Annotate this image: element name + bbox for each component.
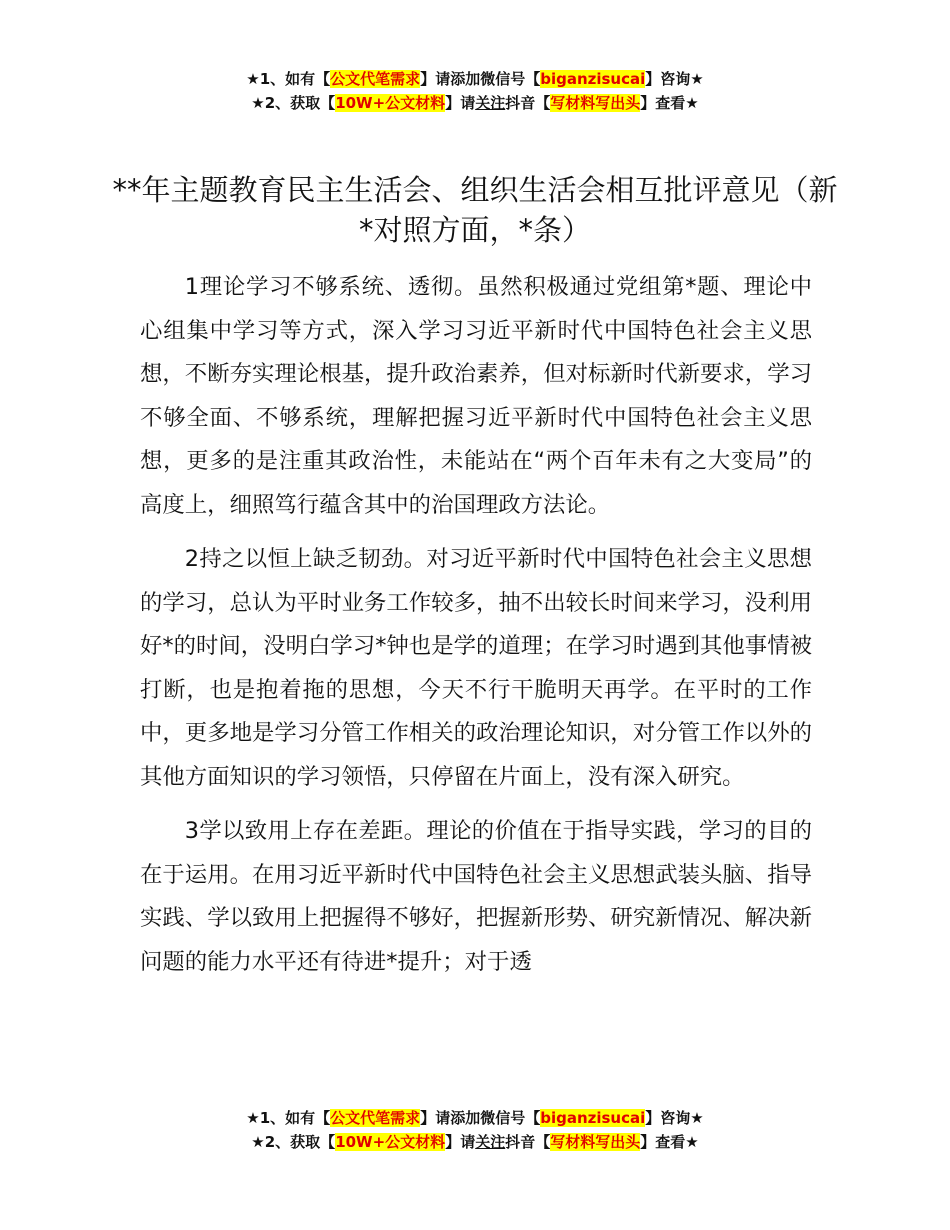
banner-text: 】查看★	[640, 94, 699, 112]
banner-line-1	[0, 67, 950, 91]
top-banner	[0, 67, 950, 115]
banner-highlight: 10W+公文材料	[335, 1133, 446, 1151]
banner-text: ★2、获取【	[251, 94, 336, 112]
banner-highlight: 公文代笔需求	[330, 70, 421, 88]
bottom-banner	[0, 1106, 950, 1154]
banner-underlined-text: 关注	[475, 94, 506, 112]
banner-line-2	[0, 91, 950, 115]
paragraph-2: 2持之以恒上缺乏韧劲。对习近平新时代中国特色社会主义思想的学习，总认为平时业务工作较多，抽不出较长时间来学习，没利用好*的时间，没明白学习*钟也是学的道理；在学习时遇到其他事情被打断，也是抱着拖的思想，今天不行干脆明天再学。在平时的工作中，更多地是学习分管工作相关的政治理论知识，对分管工作以外的其他方面知识的学习领悟，只停留在片面上，没有深入研究。	[140, 546, 812, 790]
banner-line-1	[0, 1106, 950, 1130]
banner-text: 】请添加微信号【	[420, 70, 541, 88]
document-body	[140, 266, 812, 995]
banner-text: 】请	[445, 1133, 476, 1151]
banner-text: 】查看★	[640, 1133, 699, 1151]
paragraph-1: 1理论学习不够系统、透彻。虽然积极通过党组第*题、理论中心组集中学习等方式，深入学习习近平新时代中国特色社会主义思想，不断夯实理论根基，提升政治素养，但对标新时代新要求，学习不够全面、不够系统，理解把握习近平新时代中国特色社会主义思想，更多的是注重其政治性，未能站在“两个百年未有之大变局”的高度上，细照笃行蕴含其中的治国理政方法论。	[140, 274, 812, 518]
wechat-id-highlight: biganzisucai	[540, 70, 646, 88]
banner-text: ★1、如有【	[246, 1109, 331, 1127]
paragraph-3: 3学以致用上存在差距。理论的价值在于指导实践，学习的目的在于运用。在用习近平新时代中国特色社会主义思想武装头脑、指导实践、学以致用上把握得不够好，把握新形势、研究新情况、解决新问题的能力水平还有待进*提升；对于透	[140, 818, 812, 975]
banner-text: 】咨询★	[645, 1109, 704, 1127]
banner-highlight: 公文代笔需求	[330, 1109, 421, 1127]
banner-line-2	[0, 1130, 950, 1154]
douyin-account-highlight: 写材料写出头	[550, 94, 641, 112]
banner-text: 抖音【	[505, 94, 551, 112]
wechat-id-highlight: biganzisucai	[540, 1109, 646, 1127]
document-title: **年主题教育民主生活会、组织生活会相互批评意见（新*对照方面，*条）	[112, 173, 838, 247]
banner-text: ★2、获取【	[251, 1133, 336, 1151]
banner-highlight: 10W+公文材料	[335, 94, 446, 112]
banner-underlined-text: 关注	[475, 1133, 506, 1151]
banner-text: ★1、如有【	[246, 70, 331, 88]
banner-text: 】咨询★	[645, 70, 704, 88]
banner-text: 抖音【	[505, 1133, 551, 1151]
banner-text: 】请添加微信号【	[420, 1109, 541, 1127]
douyin-account-highlight: 写材料写出头	[550, 1133, 641, 1151]
banner-text: 】请	[445, 94, 476, 112]
